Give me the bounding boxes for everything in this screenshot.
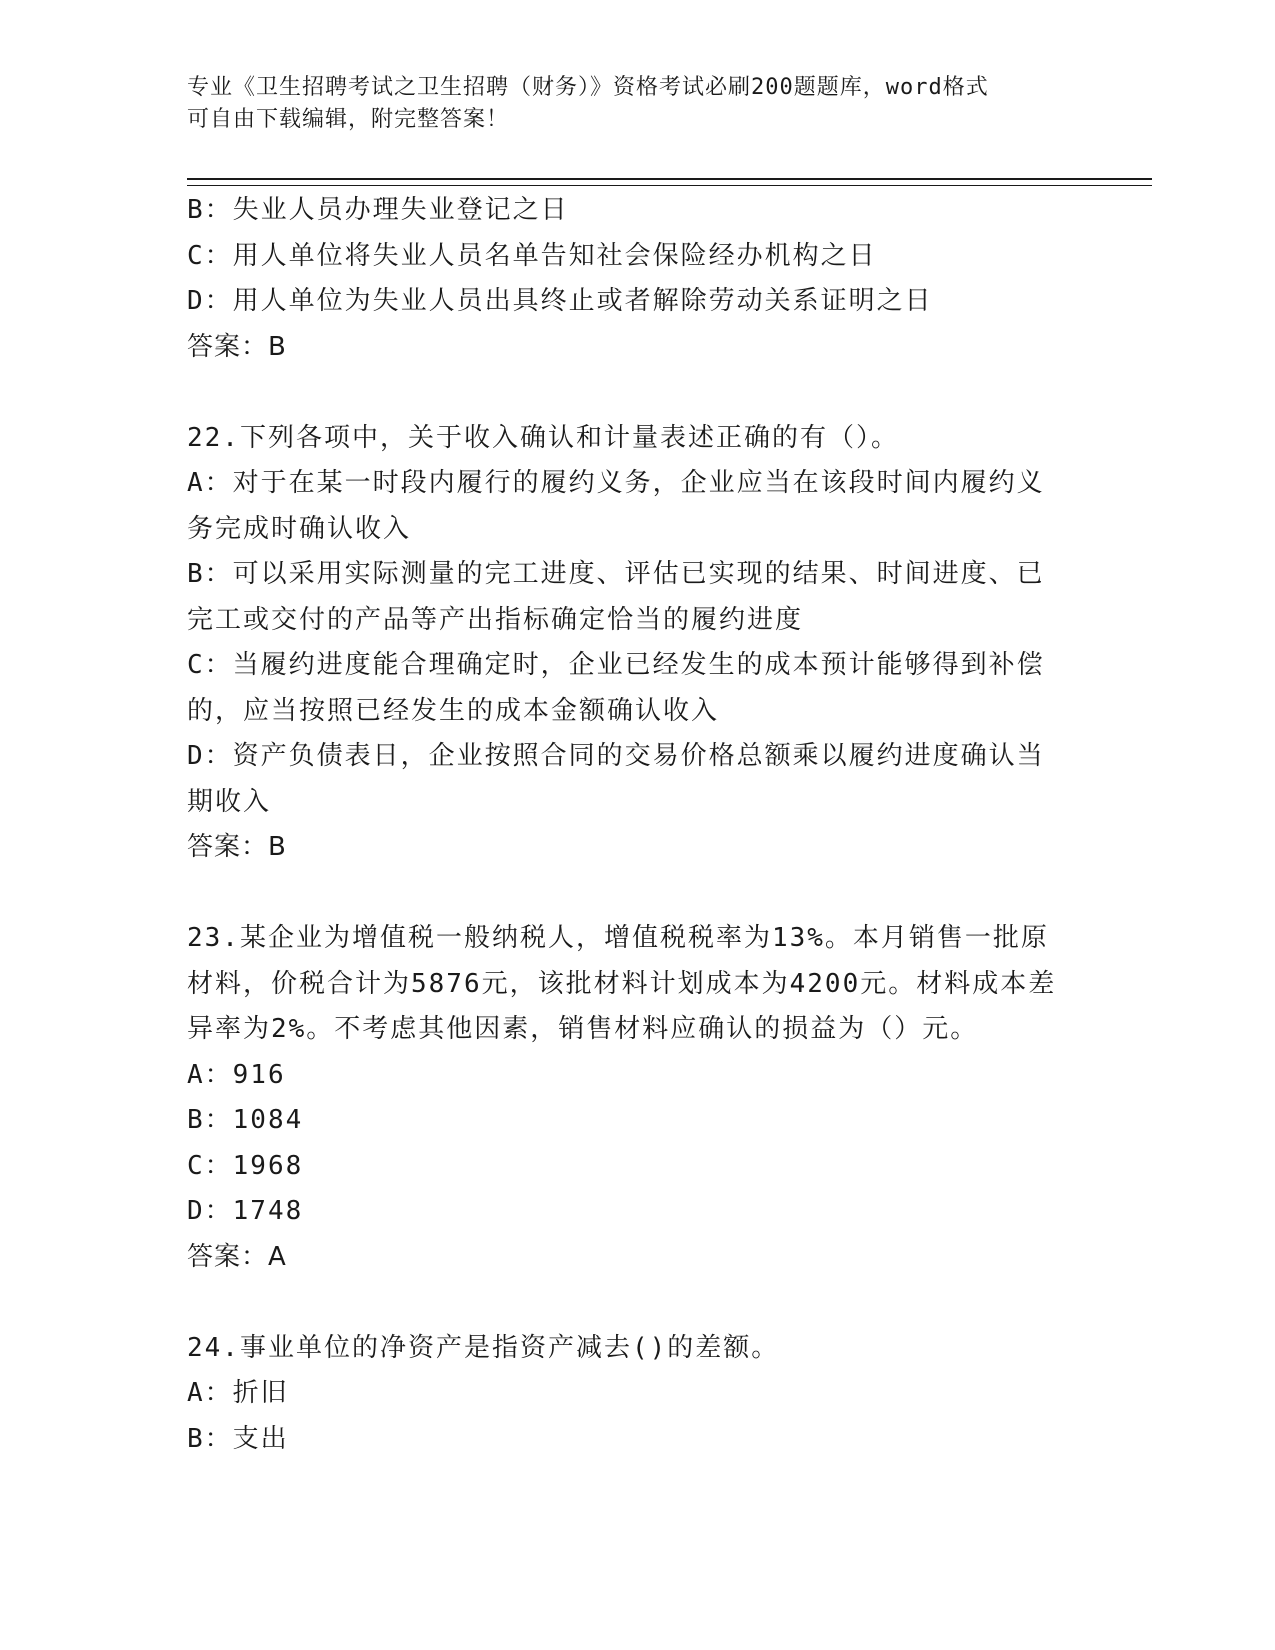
spacer [187,370,1067,416]
answer-line: 答案：B [187,832,287,862]
question-block-24 [187,1326,1067,1463]
question-stem: 22.下列各项中，关于收入确认和计量表述正确的有（）。 [187,422,899,453]
question-block-22 [187,416,1067,871]
option-b: B：支出 [187,1423,289,1454]
option-c: C：当履约进度能合理确定时，企业已经发生的成本预计能够得到补偿的，应当按照已经发生的成本金额确认收入 [187,650,1045,726]
option-a: A：对于在某一时段内履行的履约义务，企业应当在该段时间内履约义务完成时确认收入 [187,468,1045,544]
answer-line: 答案：B [187,331,287,362]
option-d: D：资产负债表日，企业按照合同的交易价格总额乘以履约进度确认当期收入 [187,741,1045,817]
option-c: C：用人单位将失业人员名单告知社会保险经办机构之日 [187,240,877,271]
answer-line: 答案：A [187,1241,287,1272]
option-c: C：1968 [187,1150,304,1181]
option-a: A：折旧 [187,1378,289,1408]
header-title-line-1: 专业《卫生招聘考试之卫生招聘（财务）》资格考试必刷200题题库，word格式 [187,75,989,100]
question-block-23 [187,916,1067,1280]
question-stem: 23.某企业为增值税一般纳税人，增值税税率为13%。本月销售一批原材料，价税合计为5876元，该批材料计划成本为4200元。材料成本差异率为2%。不考虑其他因素，销售材料应确认的损益为（）元。 [187,923,1057,1044]
question-block-21 [187,188,1067,370]
header-divider [187,178,1152,186]
spacer [187,1280,1067,1326]
option-d: D：1748 [187,1196,304,1226]
question-stem: 24.事业单位的净资产是指资产减去()的差额。 [187,1332,780,1363]
option-b: B：可以采用实际测量的完工进度、评估已实现的结果、时间进度、已完工或交付的产品等产出指标确定恰当的履约进度 [187,559,1045,635]
question-content [187,188,1067,1462]
header-title-line-2: 可自由下载编辑，附完整答案！ [187,107,510,132]
spacer [187,871,1067,917]
option-b: B：失业人员办理失业登记之日 [187,195,569,225]
option-d: D：用人单位为失业人员出具终止或者解除劳动关系证明之日 [187,286,933,316]
page-header [187,72,1067,136]
option-b: B：1084 [187,1105,304,1135]
option-a: A：916 [187,1059,286,1090]
